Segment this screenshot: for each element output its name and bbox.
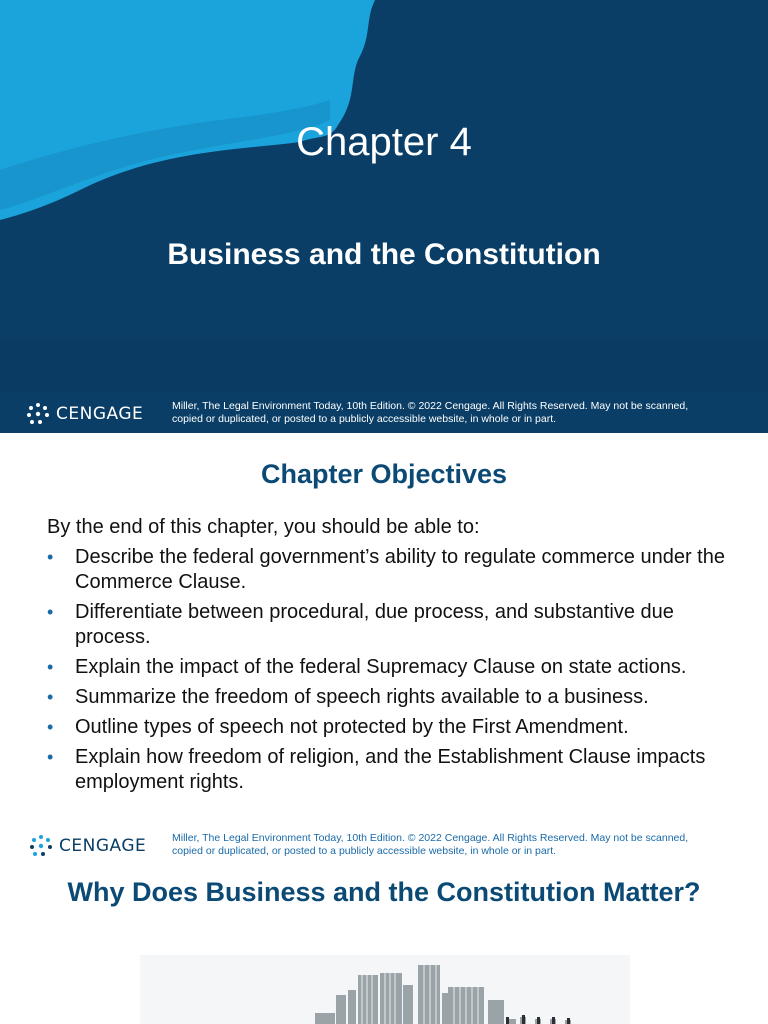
city-skyline-icon — [140, 955, 630, 1024]
cengage-logo — [26, 401, 143, 427]
objective-text: Describe the federal government’s ability to regulate commerce under the Commerce Clause. — [75, 546, 725, 593]
title-slide — [0, 0, 768, 433]
logo-text: CENGAGE — [59, 836, 147, 856]
objectives-title: Chapter Objectives — [260, 459, 508, 489]
objective-text: Explain how freedom of religion, and the Establishment Clause impacts employment rights. — [75, 746, 706, 793]
slide1-footer — [0, 393, 768, 433]
copyright-line-2: copied or duplicated, or posted to a publicly accessible website, in whole or in part. — [172, 844, 557, 857]
bullet-icon: • — [47, 547, 54, 567]
objective-text: Outline types of speech not protected by the First Amendment. — [75, 716, 629, 738]
list-item — [47, 685, 747, 710]
cengage-logo-icon — [29, 834, 53, 858]
chapter-title: Chapter 4 — [296, 120, 472, 164]
list-item — [47, 600, 747, 650]
list-item — [47, 655, 747, 680]
bullet-icon: • — [47, 687, 54, 707]
list-item — [47, 745, 747, 795]
slide2-footer — [0, 825, 768, 865]
objective-text: Differentiate between procedural, due process, and substantive due process. — [75, 601, 674, 648]
brush-stroke-background — [0, 0, 768, 433]
bullet-icon: • — [47, 602, 54, 622]
objective-text: Summarize the freedom of speech rights available to a business. — [75, 686, 649, 708]
copyright-notice — [172, 400, 742, 425]
objectives-list — [47, 545, 747, 800]
list-item — [47, 715, 747, 740]
copyright-notice — [172, 832, 742, 857]
objectives-intro: By the end of this chapter, you should be able to: — [47, 516, 480, 538]
chapter-subtitle: Business and the Constitution — [167, 238, 601, 271]
list-item — [47, 545, 747, 595]
copyright-line-2: copied or duplicated, or posted to a publicly accessible website, in whole or in part. — [172, 412, 557, 425]
copyright-line-1: Miller, The Legal Environment Today, 10th Edition. © 2022 Cengage. All Rights Reserved. May not be scanned, — [172, 832, 689, 844]
objective-text: Explain the impact of the federal Supremacy Clause on state actions. — [75, 656, 687, 678]
copyright-line-1: Miller, The Legal Environment Today, 10th Edition. © 2022 Cengage. All Rights Reserved. May not be scanned, — [172, 400, 689, 412]
cengage-logo — [29, 833, 146, 859]
logo-text: CENGAGE — [56, 404, 144, 424]
bullet-icon: • — [47, 657, 54, 677]
cengage-logo-icon — [26, 402, 50, 426]
why-matter-title: Why Does Business and the Constitution Matter? — [67, 877, 701, 907]
bullet-icon: • — [47, 747, 54, 767]
bullet-icon: • — [47, 717, 54, 737]
